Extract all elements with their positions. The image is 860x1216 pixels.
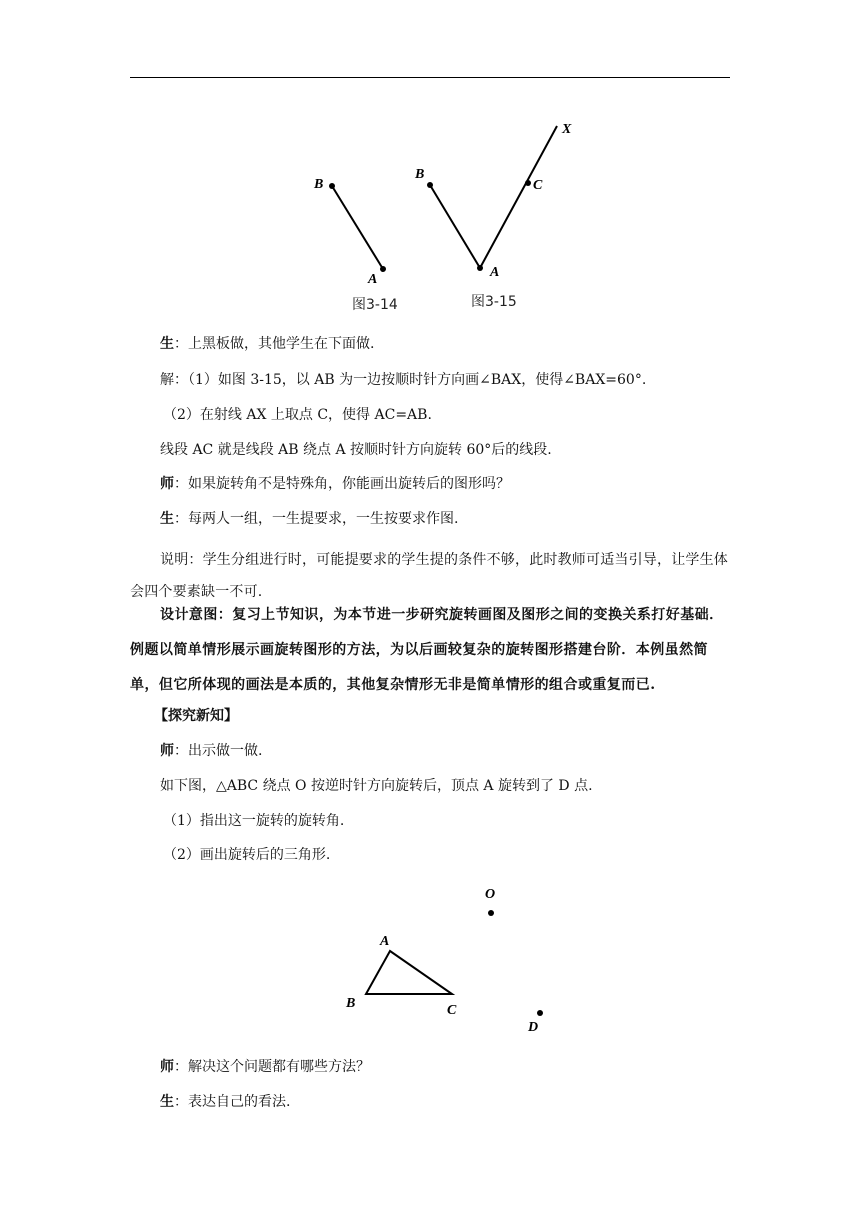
speaker-label: 师 (160, 743, 174, 759)
paragraph: （2）在射线 AX 上取点 C，使得 AC=AB. (163, 407, 432, 423)
speaker-label: 生 (160, 511, 174, 527)
speaker-label: 师 (160, 476, 174, 492)
point-a (380, 266, 386, 272)
label-c: C (447, 1003, 457, 1018)
paragraph: （1）指出这一旋转的旋转角. (163, 813, 345, 829)
paragraph: 解：（1）如图 3-15，以 AB 为一边按顺时针方向画∠BAX，使得∠BAX=60°. (160, 372, 647, 388)
point-b (329, 183, 335, 189)
speaker-label: 师 (160, 1059, 174, 1075)
paragraph: 线段 AC 就是线段 AB 绕点 A 按顺时针方向旋转 60°后的线段. (160, 442, 552, 458)
paragraph: 师：出示做一做. (160, 743, 263, 759)
paragraph: （2）画出旋转后的三角形. (163, 847, 331, 863)
figure-3-15 (410, 118, 590, 318)
ray-ax (480, 126, 557, 268)
paragraph: 师：解决这个问题都有哪些方法？ (160, 1059, 370, 1075)
point-d (537, 1010, 543, 1016)
label-b: B (415, 167, 425, 182)
point-c (525, 180, 531, 186)
label-a: A (368, 272, 378, 287)
label-x: X (562, 122, 572, 137)
point-b (427, 182, 433, 188)
paragraph: 师：如果旋转角不是特殊角，你能画出旋转后的图形吗？ (160, 476, 510, 492)
label-b: B (314, 177, 324, 192)
paragraph: 生：每两人一组，一生提要求，一生按要求作图. (160, 511, 459, 527)
paragraph: 生：上黑板做，其他学生在下面做. (160, 336, 375, 352)
figure-3-14 (300, 165, 410, 315)
label-a: A (380, 934, 390, 949)
triangle-abc (366, 951, 452, 994)
label-b: B (346, 996, 356, 1011)
design-intent-paragraph: 设计意图：复习上节知识，为本节进一步研究旋转画图及图形之间的变换关系打好基础．例题以简单情形展示画旋转图形的方法，为以后画较复杂的旋转图形搭建台阶．本例虽然简单，但它所体现的画法是本质的，其他复杂情形无非是简单情形的组合或重复而已. (130, 607, 724, 693)
paragraph: 如下图，△ABC 绕点 O 按逆时针方向旋转后，顶点 A 旋转到了 D 点. (160, 778, 593, 794)
speaker-label: 生 (160, 1094, 174, 1110)
label-o: O (485, 887, 496, 902)
paragraph: 生：表达自己的看法. (160, 1094, 291, 1110)
caption-fig-3-14: 图3-14 (352, 297, 398, 313)
section-heading: 【探究新知】 (154, 708, 238, 724)
header-rule (130, 77, 730, 78)
point-o (488, 910, 494, 916)
label-a: A (490, 265, 500, 280)
label-c: C (533, 178, 543, 193)
caption-fig-3-15: 图3-15 (471, 294, 517, 310)
segment-ab (430, 185, 480, 268)
label-d: D (528, 1020, 539, 1035)
point-a (477, 265, 483, 271)
segment-ab (332, 186, 383, 269)
triangle-rotation-figure (340, 880, 570, 1040)
paragraph: 说明：学生分组进行时，可能提要求的学生提的条件不够，此时教师可适当引导，让学生体会四个要素缺一不可. (130, 552, 728, 600)
speaker-label: 生 (160, 336, 174, 352)
